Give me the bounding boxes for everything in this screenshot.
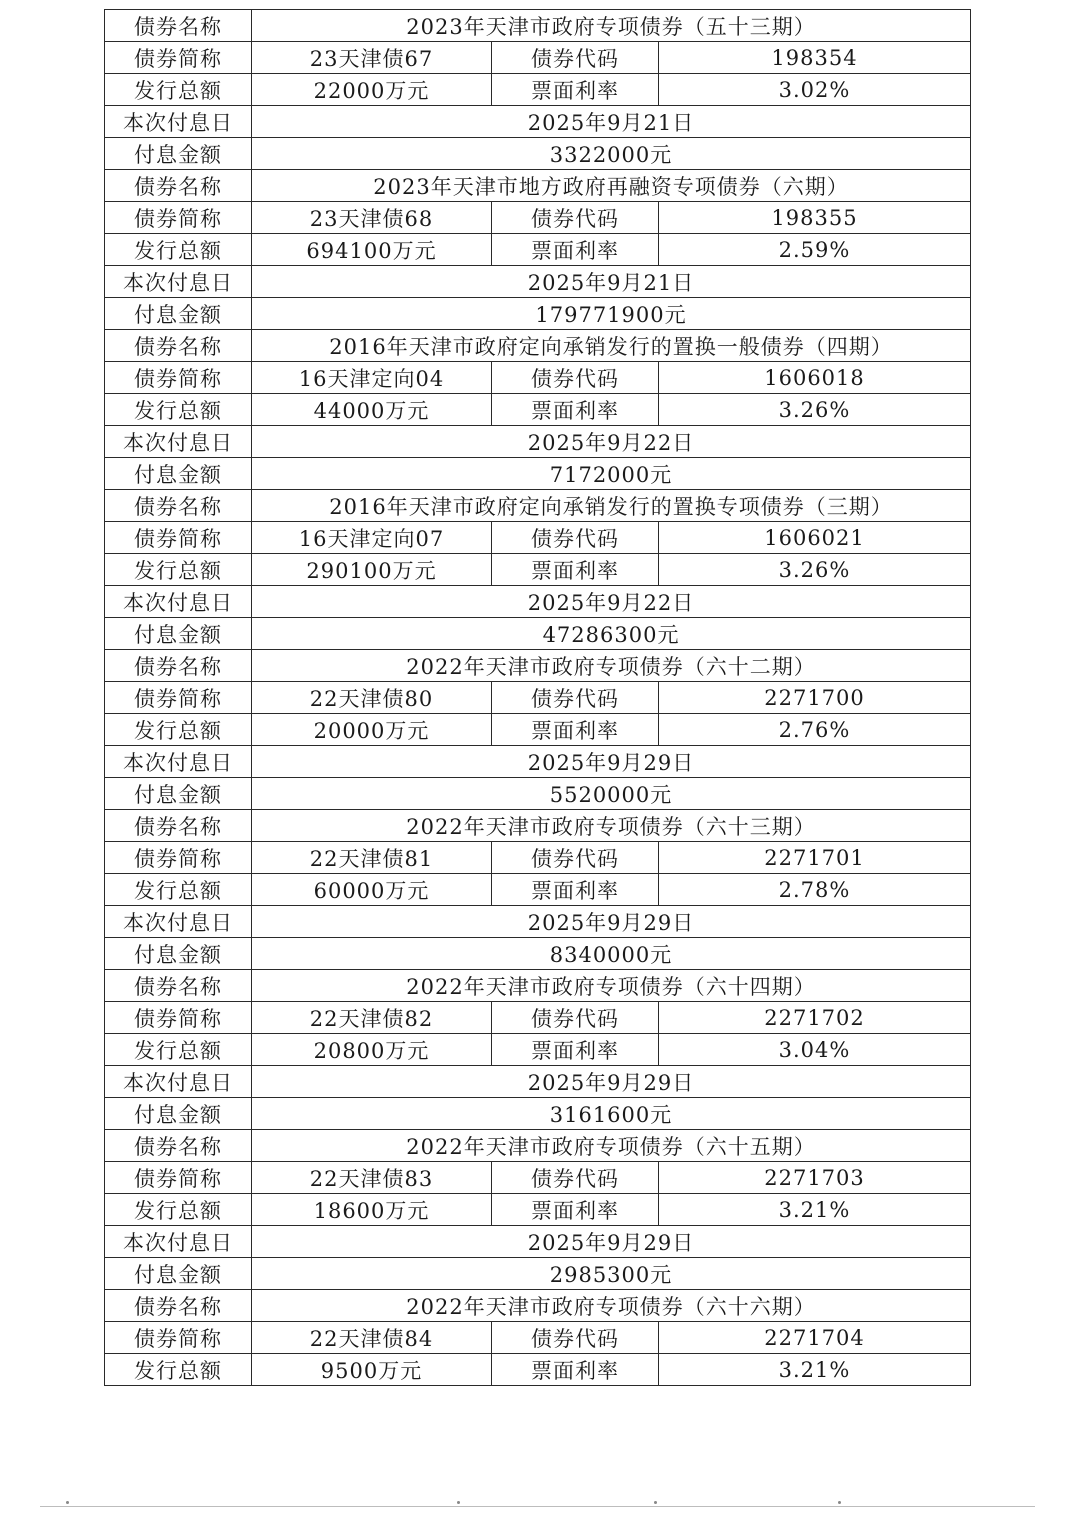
bond-short-code-row xyxy=(105,1162,971,1194)
bond-name-row xyxy=(105,650,971,682)
bond-total-label: 发行总额 xyxy=(105,234,252,266)
interest-amount-label: 付息金额 xyxy=(105,458,252,490)
bond-name-value: 2022年天津市政府专项债券（六十三期） xyxy=(252,810,971,842)
bond-total-label: 发行总额 xyxy=(105,714,252,746)
bond-name-value: 2016年天津市政府定向承销发行的置换一般债券（四期） xyxy=(252,330,971,362)
bond-code-value: 2271704 xyxy=(659,1322,971,1354)
bond-code-label: 债券代码 xyxy=(492,1162,659,1194)
interest-date-value: 2025年9月21日 xyxy=(252,266,971,298)
bond-rate-value: 3.21% xyxy=(659,1194,971,1226)
bond-name-value: 2023年天津市地方政府再融资专项债券（六期） xyxy=(252,170,971,202)
bond-rate-label: 票面利率 xyxy=(492,234,659,266)
bond-total-rate-row xyxy=(105,74,971,106)
interest-date-label: 本次付息日 xyxy=(105,906,252,938)
interest-date-row xyxy=(105,746,971,778)
bond-total-value: 290100万元 xyxy=(252,554,492,586)
bond-code-value: 2271700 xyxy=(659,682,971,714)
bond-rate-label: 票面利率 xyxy=(492,1354,659,1386)
interest-date-value: 2025年9月21日 xyxy=(252,106,971,138)
interest-date-row xyxy=(105,266,971,298)
interest-amount-row xyxy=(105,618,971,650)
bond-name-row xyxy=(105,330,971,362)
bond-name-value: 2022年天津市政府专项债券（六十四期） xyxy=(252,970,971,1002)
interest-date-row xyxy=(105,586,971,618)
bond-total-label: 发行总额 xyxy=(105,554,252,586)
bond-rate-value: 3.21% xyxy=(659,1354,971,1386)
bond-total-value: 694100万元 xyxy=(252,234,492,266)
scan-speck xyxy=(457,1501,460,1504)
bond-rate-value: 3.26% xyxy=(659,554,971,586)
bond-interest-table xyxy=(104,9,971,1386)
interest-date-value: 2025年9月29日 xyxy=(252,906,971,938)
bond-short-value: 22天津债81 xyxy=(252,842,492,874)
bond-code-value: 1606021 xyxy=(659,522,971,554)
bond-code-value: 1606018 xyxy=(659,362,971,394)
interest-date-value: 2025年9月29日 xyxy=(252,1066,971,1098)
interest-amount-row xyxy=(105,458,971,490)
interest-date-label: 本次付息日 xyxy=(105,1066,252,1098)
interest-date-row xyxy=(105,906,971,938)
bond-rate-label: 票面利率 xyxy=(492,1194,659,1226)
bond-total-value: 9500万元 xyxy=(252,1354,492,1386)
bond-short-code-row xyxy=(105,1322,971,1354)
interest-amount-label: 付息金额 xyxy=(105,1098,252,1130)
bond-rate-value: 3.02% xyxy=(659,74,971,106)
bond-name-label: 债券名称 xyxy=(105,1130,252,1162)
bond-name-row xyxy=(105,170,971,202)
bond-rate-label: 票面利率 xyxy=(492,554,659,586)
bond-code-label: 债券代码 xyxy=(492,682,659,714)
bond-short-value: 22天津债82 xyxy=(252,1002,492,1034)
bond-short-value: 23天津债67 xyxy=(252,42,492,74)
bond-short-code-row xyxy=(105,1002,971,1034)
interest-date-label: 本次付息日 xyxy=(105,106,252,138)
interest-amount-label: 付息金额 xyxy=(105,938,252,970)
bond-short-code-row xyxy=(105,842,971,874)
bond-name-row xyxy=(105,1130,971,1162)
interest-amount-row xyxy=(105,938,971,970)
bond-name-value: 2022年天津市政府专项债券（六十六期） xyxy=(252,1290,971,1322)
bond-total-rate-row xyxy=(105,554,971,586)
bond-name-label: 债券名称 xyxy=(105,10,252,42)
bond-short-code-row xyxy=(105,202,971,234)
bond-rate-label: 票面利率 xyxy=(492,394,659,426)
bond-total-rate-row xyxy=(105,714,971,746)
bond-code-value: 2271703 xyxy=(659,1162,971,1194)
interest-date-label: 本次付息日 xyxy=(105,746,252,778)
interest-amount-label: 付息金额 xyxy=(105,1258,252,1290)
bond-rate-label: 票面利率 xyxy=(492,714,659,746)
bond-rate-label: 票面利率 xyxy=(492,74,659,106)
bond-name-value: 2022年天津市政府专项债券（六十五期） xyxy=(252,1130,971,1162)
interest-date-value: 2025年9月22日 xyxy=(252,586,971,618)
bond-code-value: 2271701 xyxy=(659,842,971,874)
bond-name-value: 2023年天津市政府专项债券（五十三期） xyxy=(252,10,971,42)
bond-short-label: 债券简称 xyxy=(105,1002,252,1034)
interest-date-value: 2025年9月22日 xyxy=(252,426,971,458)
bond-name-label: 债券名称 xyxy=(105,970,252,1002)
bond-short-label: 债券简称 xyxy=(105,842,252,874)
interest-amount-value: 47286300元 xyxy=(252,618,971,650)
bond-total-rate-row xyxy=(105,1034,971,1066)
bond-total-value: 60000万元 xyxy=(252,874,492,906)
bond-name-value: 2022年天津市政府专项债券（六十二期） xyxy=(252,650,971,682)
scan-speck xyxy=(66,1501,69,1504)
bond-name-row xyxy=(105,970,971,1002)
bond-name-label: 债券名称 xyxy=(105,490,252,522)
bond-code-value: 2271702 xyxy=(659,1002,971,1034)
interest-amount-row xyxy=(105,1258,971,1290)
interest-date-value: 2025年9月29日 xyxy=(252,1226,971,1258)
bond-short-code-row xyxy=(105,362,971,394)
interest-amount-value: 3322000元 xyxy=(252,138,971,170)
interest-date-label: 本次付息日 xyxy=(105,586,252,618)
bond-rate-value: 2.76% xyxy=(659,714,971,746)
interest-amount-row xyxy=(105,1098,971,1130)
bond-total-value: 20000万元 xyxy=(252,714,492,746)
bond-total-label: 发行总额 xyxy=(105,74,252,106)
bond-name-row xyxy=(105,1290,971,1322)
bond-short-code-row xyxy=(105,682,971,714)
interest-amount-value: 2985300元 xyxy=(252,1258,971,1290)
interest-date-value: 2025年9月29日 xyxy=(252,746,971,778)
bond-total-value: 18600万元 xyxy=(252,1194,492,1226)
bond-name-label: 债券名称 xyxy=(105,1290,252,1322)
bond-table-body xyxy=(105,10,971,1386)
bond-total-label: 发行总额 xyxy=(105,1354,252,1386)
bond-name-label: 债券名称 xyxy=(105,170,252,202)
interest-date-label: 本次付息日 xyxy=(105,266,252,298)
interest-amount-value: 5520000元 xyxy=(252,778,971,810)
bond-rate-value: 2.78% xyxy=(659,874,971,906)
bond-short-code-row xyxy=(105,522,971,554)
page-bottom-rule xyxy=(40,1506,1035,1507)
bond-code-label: 债券代码 xyxy=(492,1322,659,1354)
bond-total-rate-row xyxy=(105,234,971,266)
bond-total-rate-row xyxy=(105,874,971,906)
bond-total-label: 发行总额 xyxy=(105,1194,252,1226)
interest-date-label: 本次付息日 xyxy=(105,1226,252,1258)
bond-total-label: 发行总额 xyxy=(105,1034,252,1066)
bond-code-label: 债券代码 xyxy=(492,1002,659,1034)
scan-speck xyxy=(838,1501,841,1504)
interest-amount-value: 179771900元 xyxy=(252,298,971,330)
interest-amount-value: 7172000元 xyxy=(252,458,971,490)
bond-short-label: 债券简称 xyxy=(105,1162,252,1194)
bond-short-value: 22天津债84 xyxy=(252,1322,492,1354)
bond-name-row xyxy=(105,10,971,42)
bond-total-rate-row xyxy=(105,394,971,426)
bond-total-value: 44000万元 xyxy=(252,394,492,426)
bond-total-label: 发行总额 xyxy=(105,874,252,906)
bond-rate-value: 3.04% xyxy=(659,1034,971,1066)
interest-amount-label: 付息金额 xyxy=(105,298,252,330)
interest-date-row xyxy=(105,106,971,138)
bond-code-label: 债券代码 xyxy=(492,362,659,394)
bond-short-label: 债券简称 xyxy=(105,202,252,234)
interest-amount-row xyxy=(105,138,971,170)
bond-code-label: 债券代码 xyxy=(492,842,659,874)
interest-date-row xyxy=(105,1066,971,1098)
bond-short-label: 债券简称 xyxy=(105,522,252,554)
bond-total-rate-row xyxy=(105,1354,971,1386)
bond-name-label: 债券名称 xyxy=(105,650,252,682)
interest-date-label: 本次付息日 xyxy=(105,426,252,458)
bond-short-label: 债券简称 xyxy=(105,682,252,714)
interest-amount-value: 8340000元 xyxy=(252,938,971,970)
bond-total-value: 22000万元 xyxy=(252,74,492,106)
bond-name-value: 2016年天津市政府定向承销发行的置换专项债券（三期） xyxy=(252,490,971,522)
bond-rate-label: 票面利率 xyxy=(492,874,659,906)
bond-rate-value: 2.59% xyxy=(659,234,971,266)
bond-short-label: 债券简称 xyxy=(105,1322,252,1354)
interest-amount-label: 付息金额 xyxy=(105,138,252,170)
scan-speck xyxy=(654,1501,657,1504)
bond-code-value: 198355 xyxy=(659,202,971,234)
bond-name-label: 债券名称 xyxy=(105,810,252,842)
bond-short-code-row xyxy=(105,42,971,74)
bond-short-value: 22天津债80 xyxy=(252,682,492,714)
bond-short-value: 22天津债83 xyxy=(252,1162,492,1194)
bond-name-row xyxy=(105,810,971,842)
interest-amount-label: 付息金额 xyxy=(105,778,252,810)
bond-table-sheet xyxy=(104,9,970,1386)
bond-short-value: 23天津债68 xyxy=(252,202,492,234)
bond-code-label: 债券代码 xyxy=(492,522,659,554)
bond-total-rate-row xyxy=(105,1194,971,1226)
bond-rate-value: 3.26% xyxy=(659,394,971,426)
bond-name-row xyxy=(105,490,971,522)
interest-amount-label: 付息金额 xyxy=(105,618,252,650)
interest-date-row xyxy=(105,426,971,458)
bond-short-label: 债券简称 xyxy=(105,362,252,394)
bond-code-value: 198354 xyxy=(659,42,971,74)
bond-code-label: 债券代码 xyxy=(492,202,659,234)
interest-amount-row xyxy=(105,298,971,330)
bond-total-label: 发行总额 xyxy=(105,394,252,426)
bond-short-label: 债券简称 xyxy=(105,42,252,74)
interest-amount-row xyxy=(105,778,971,810)
interest-amount-value: 3161600元 xyxy=(252,1098,971,1130)
bond-total-value: 20800万元 xyxy=(252,1034,492,1066)
bond-short-value: 16天津定向04 xyxy=(252,362,492,394)
interest-date-row xyxy=(105,1226,971,1258)
bond-rate-label: 票面利率 xyxy=(492,1034,659,1066)
bond-code-label: 债券代码 xyxy=(492,42,659,74)
bond-short-value: 16天津定向07 xyxy=(252,522,492,554)
bond-name-label: 债券名称 xyxy=(105,330,252,362)
